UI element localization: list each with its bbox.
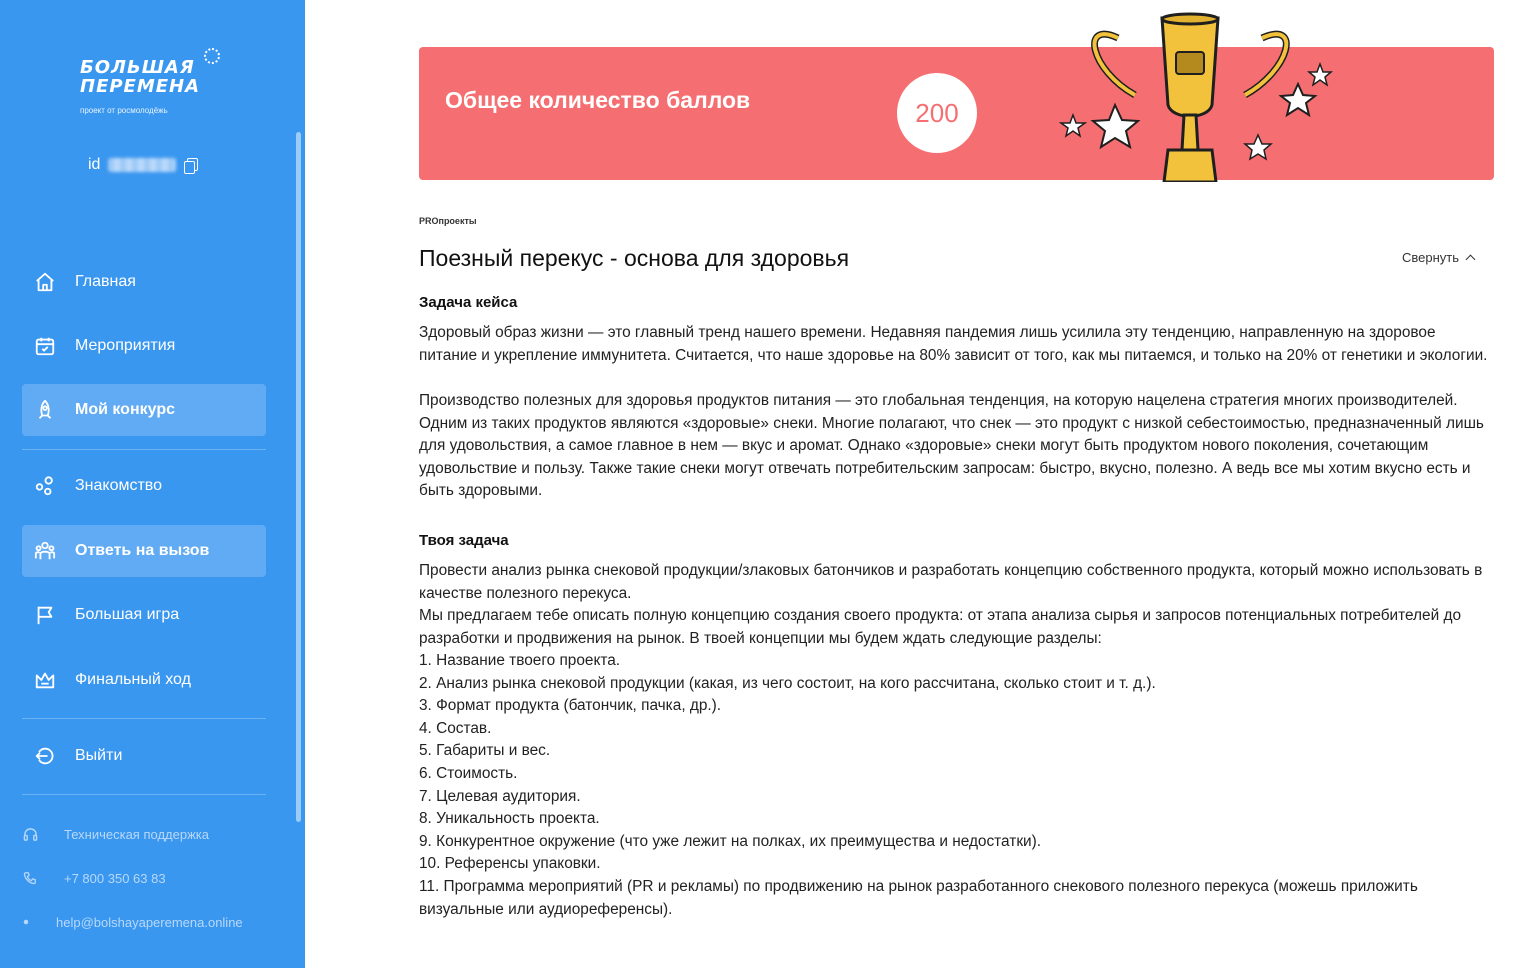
support-phone: +7 800 350 63 83 xyxy=(64,870,166,886)
trophy-icon xyxy=(1040,10,1340,182)
your-task-paragraph-1: Провести анализ рынка снековой продукции/злаковых батончиков и разработать концепцию собственного продукта, который можно использовать в качестве полезного перекуса. xyxy=(419,562,1483,602)
list-item: 1. Название твоего проекта. xyxy=(419,652,621,669)
flag-icon xyxy=(34,604,56,626)
support-email: help@bolshayaperemena.online xyxy=(56,914,243,930)
nav-item-label: Главная xyxy=(75,273,136,290)
list-item: 10. Референсы упаковки. xyxy=(419,855,601,873)
home-icon xyxy=(34,271,56,293)
copy-icon[interactable] xyxy=(184,158,197,173)
list-item: 9. Конкурентное окружение (что уже лежит на полках, их преимущества и недостатки). xyxy=(419,832,1042,850)
brand-logo[interactable] xyxy=(80,58,230,115)
nav-item-label: Большая игра xyxy=(75,606,180,623)
logo-dots-icon xyxy=(204,48,220,64)
sidebar-scrollbar[interactable] xyxy=(296,132,301,822)
nav-item-label: Мероприятия xyxy=(75,337,176,354)
user-id xyxy=(88,156,197,174)
nav-divider xyxy=(22,794,266,795)
nav-item-acquaintance[interactable] xyxy=(22,460,266,512)
user-id-value-blurred xyxy=(108,158,176,172)
rocket-icon xyxy=(34,399,56,421)
task-heading: Задача кейса xyxy=(419,294,518,311)
list-item: 8. Уникальность проекта. xyxy=(419,810,600,828)
list-item: 6. Стоимость. xyxy=(419,764,518,782)
dot-icon xyxy=(22,914,30,930)
list-item: 3. Формат продукта (батончик, пачка, др.). xyxy=(419,697,722,715)
headset-icon xyxy=(22,826,38,842)
logout-icon xyxy=(34,745,56,767)
network-icon xyxy=(34,475,56,497)
list-item: 5. Габариты и вес. xyxy=(419,742,551,760)
support-title-row[interactable] xyxy=(22,826,209,842)
list-item: 7. Целевая аудитория. xyxy=(419,787,581,805)
support-email-row[interactable] xyxy=(22,914,243,930)
your-task-paragraph-2: Мы предлагаем тебе описать полную концепцию создания своего продукта: от этапа анализа сырья и запросов потенциальных потребителей до разработки и продвижения на рынок. В твоей концепции мы будем ждать следующие разделы: xyxy=(419,607,1462,647)
case-category: PROпроекты xyxy=(419,216,477,226)
list-item: 11. Программа мероприятий (PR и рекламы) по продвижению на рынок разработанного снекового полезного перекуса (можешь приложить визуальные или аудиореференсы). xyxy=(419,877,1418,918)
nav-item-home[interactable] xyxy=(22,256,266,308)
nav-item-events[interactable] xyxy=(22,320,266,372)
support-phone-row[interactable] xyxy=(22,870,166,886)
chevron-up-icon xyxy=(1466,255,1476,265)
crown-icon xyxy=(34,669,56,691)
logo-line-1: БОЛЬШАЯ xyxy=(80,57,195,78)
collapse-button[interactable] xyxy=(1402,250,1474,265)
nav-item-label: Знакомство xyxy=(75,477,163,494)
user-id-label: id xyxy=(88,156,101,173)
score-value: 200 xyxy=(897,73,977,153)
task-paragraph-1: Здоровый образ жизни — это главный тренд нашего времени. Недавняя пандемия лишь усилила эту тенденцию, направленную на здоровое питание и укрепление иммунитета. Считается, что наше здоровье на 80% зависит от того, как мы питаемся, и только на 20% от генетики и экологии. xyxy=(419,324,1488,364)
logout-button[interactable] xyxy=(22,730,266,782)
collapse-label: Свернуть xyxy=(1402,250,1460,265)
nav-divider xyxy=(22,718,266,719)
logo-subtitle: проект от росмолодёжь xyxy=(80,106,168,115)
list-item: 2. Анализ рынка снековой продукции (какая, из чего состоит, на кого рассчитана, сколько стоит и т. д.). xyxy=(419,674,1156,692)
nav-item-big-game[interactable] xyxy=(22,589,266,641)
score-banner-title: Общее количество баллов xyxy=(445,87,751,113)
nav-item-challenge[interactable] xyxy=(22,525,266,577)
logo-line-2: ПЕРЕМЕНА xyxy=(80,76,201,97)
nav-item-my-contest[interactable] xyxy=(22,384,266,436)
support-title: Техническая поддержка xyxy=(64,826,209,842)
nav-divider xyxy=(22,449,266,450)
people-icon xyxy=(34,540,56,562)
nav-item-final-move[interactable] xyxy=(22,654,266,706)
list-item: 4. Состав. xyxy=(419,719,492,737)
nav-item-label: Мой конкурс xyxy=(75,401,175,418)
calendar-icon xyxy=(34,335,56,357)
sidebar xyxy=(0,0,305,968)
your-task-heading: Твоя задача xyxy=(419,532,509,549)
phone-icon xyxy=(22,870,38,886)
nav-item-label: Финальный ход xyxy=(75,671,191,688)
task-paragraph-2: Производство полезных для здоровья продуктов питания — это глобальная тенденция, на которую нацелена стратегия многих производителей. Одним из таких продуктов являются «здоровые» снеки. Многие полагают, что снек — это продукт с низкой себестоимостью, предназначенный лишь для удовольствия, а самое главное в нем — вкус и аромат. Однако «здоровые» снеки могут быть продуктом нового поколения, сочетающим удовольствие и пользу. Также такие снеки могут отвечать потребительским запросам: быстро, вкусно, полезно. А ведь все мы хотим вкусно есть и быть здоровыми. xyxy=(419,392,1484,500)
logout-label: Выйти xyxy=(75,747,123,764)
case-title: Поезный перекус - основа для здоровья xyxy=(419,245,850,271)
requirements-list xyxy=(419,650,1494,921)
nav-item-label: Ответь на вызов xyxy=(75,542,210,559)
